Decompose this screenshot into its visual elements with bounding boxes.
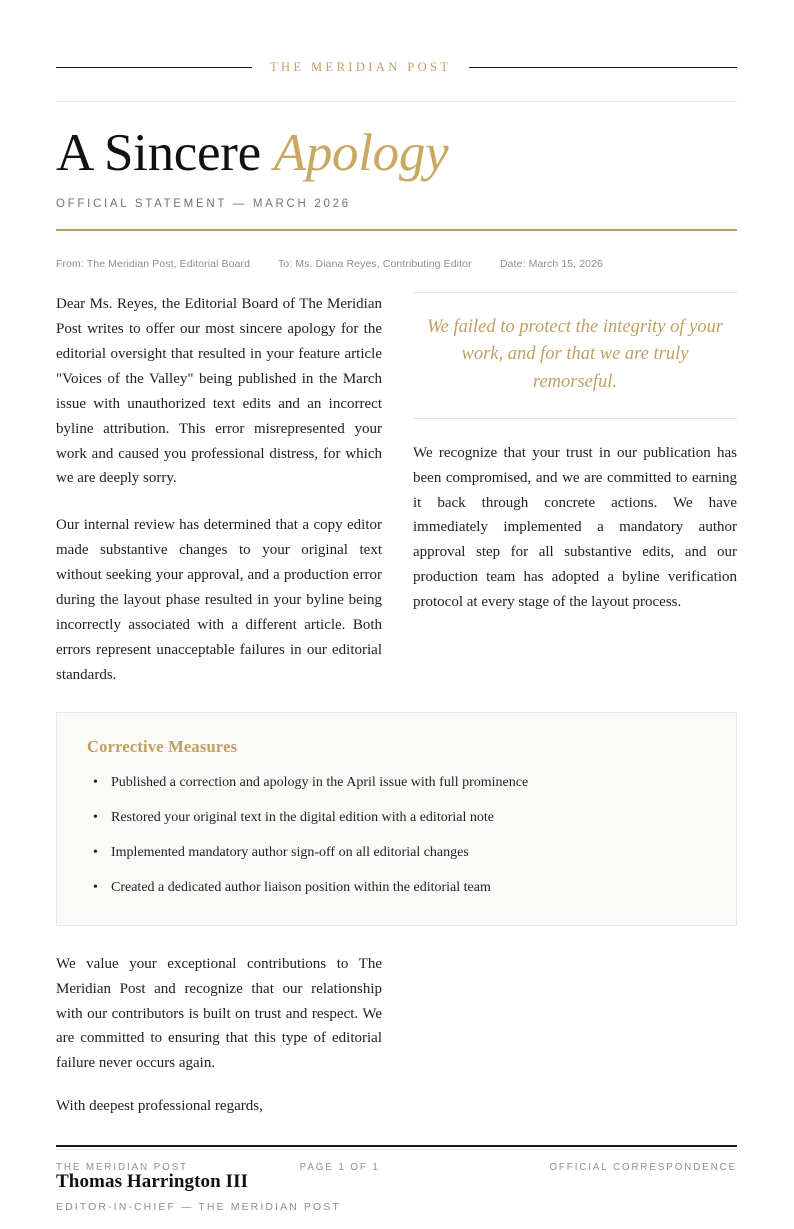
- paragraph-closing: We value your exceptional contributions to The Meridian Post and recognize that our relationship with our contributors is built on trust and respect. We are committed to ensuring that this type of editorial failure never occurs again.: [56, 955, 382, 1072]
- bullet-icon: •: [93, 845, 98, 861]
- gold-divider: [56, 229, 737, 231]
- footer-row: [56, 1162, 737, 1173]
- list-item: [87, 773, 706, 793]
- signature-role: EDITOR-IN-CHIEF — THE MERIDIAN POST: [56, 1201, 341, 1214]
- list-item-label: Published a correction and apology in the April issue with full prominence: [111, 774, 529, 790]
- meta-from: From: The Meridian Post, Editorial Board: [56, 258, 251, 271]
- page-title-accent: Apology: [273, 124, 449, 182]
- pull-quote-text: We failed to protect the integrity of your work, and for that we are truly remorseful.: [426, 317, 724, 392]
- meta-to: To: Ms. Diana Reyes, Contributing Editor: [278, 258, 472, 271]
- list-item-label: Implemented mandatory author sign-off on all editorial changes: [111, 845, 469, 861]
- column-right: [413, 292, 737, 687]
- masthead-rule-right: [469, 67, 737, 68]
- corrective-measures-box: [56, 712, 737, 926]
- page-title: [56, 125, 737, 181]
- footer-left: THE MERIDIAN POST: [56, 1162, 188, 1173]
- paragraph-commitment: We recognize that your trust in our publication has been compromised, and we are committed to earning it back through concrete actions. We have immediately implemented a mandatory author approval step for all substantive edits, and our production team has adopted a byline verification protocol at every stage of the layout process.: [413, 444, 737, 611]
- list-item-label: Created a dedicated author liaison position within the editorial team: [111, 880, 491, 896]
- footer-rule: [56, 1145, 737, 1147]
- corrective-measures-title: Corrective Measures: [87, 736, 238, 756]
- pull-quote: [413, 292, 737, 419]
- masthead-title: THE MERIDIAN POST: [270, 60, 452, 74]
- list-item-label: Restored your original text in the digital edition with a editorial note: [111, 809, 494, 825]
- signature-name: Thomas Harrington III: [56, 1171, 249, 1193]
- meta-row: [56, 258, 737, 270]
- paragraph-opening: Dear Ms. Reyes, the Editorial Board of The Meridian Post writes to offer our most sincere apology for the editorial oversight that resulted in your feature article "Voices of the Valley" being published in the March issue with unauthorized text edits and an incorrect byline attribution. This error misrepresented your work and caused you professional distress, for which we are deeply sorry.: [56, 296, 382, 487]
- paragraph-internal-review: Our internal review has determined that a copy editor made substantive changes to your original text without seeking your approval, and a production error during the layout phase resulted in your byline being incorrectly associated with a different article. Both errors represent unacceptable failures in our editorial standards.: [56, 517, 382, 683]
- title-block: [56, 102, 737, 231]
- page-subtitle: OFFICIAL STATEMENT — MARCH 2026: [56, 198, 351, 211]
- body-columns: [56, 292, 737, 687]
- masthead-rule-left: [56, 67, 252, 68]
- meta-date: Date: March 15, 2026: [500, 258, 603, 271]
- list-item: [87, 878, 706, 898]
- closing-regards: With deepest professional regards,: [56, 1098, 263, 1115]
- bullet-icon: •: [93, 809, 98, 825]
- page-footer: [56, 1145, 737, 1173]
- masthead: [56, 0, 737, 75]
- closing-section: [56, 952, 382, 1119]
- bullet-icon: •: [93, 880, 98, 896]
- bullet-icon: •: [93, 774, 98, 790]
- corrective-measures-list: [87, 773, 706, 899]
- list-item: [87, 843, 706, 863]
- column-left: [56, 292, 382, 687]
- footer-right: OFFICIAL CORRESPONDENCE: [549, 1162, 737, 1173]
- footer-page-number: PAGE 1 OF 1: [299, 1162, 380, 1173]
- list-item: [87, 808, 706, 828]
- page-title-main: A Sincere: [56, 124, 274, 182]
